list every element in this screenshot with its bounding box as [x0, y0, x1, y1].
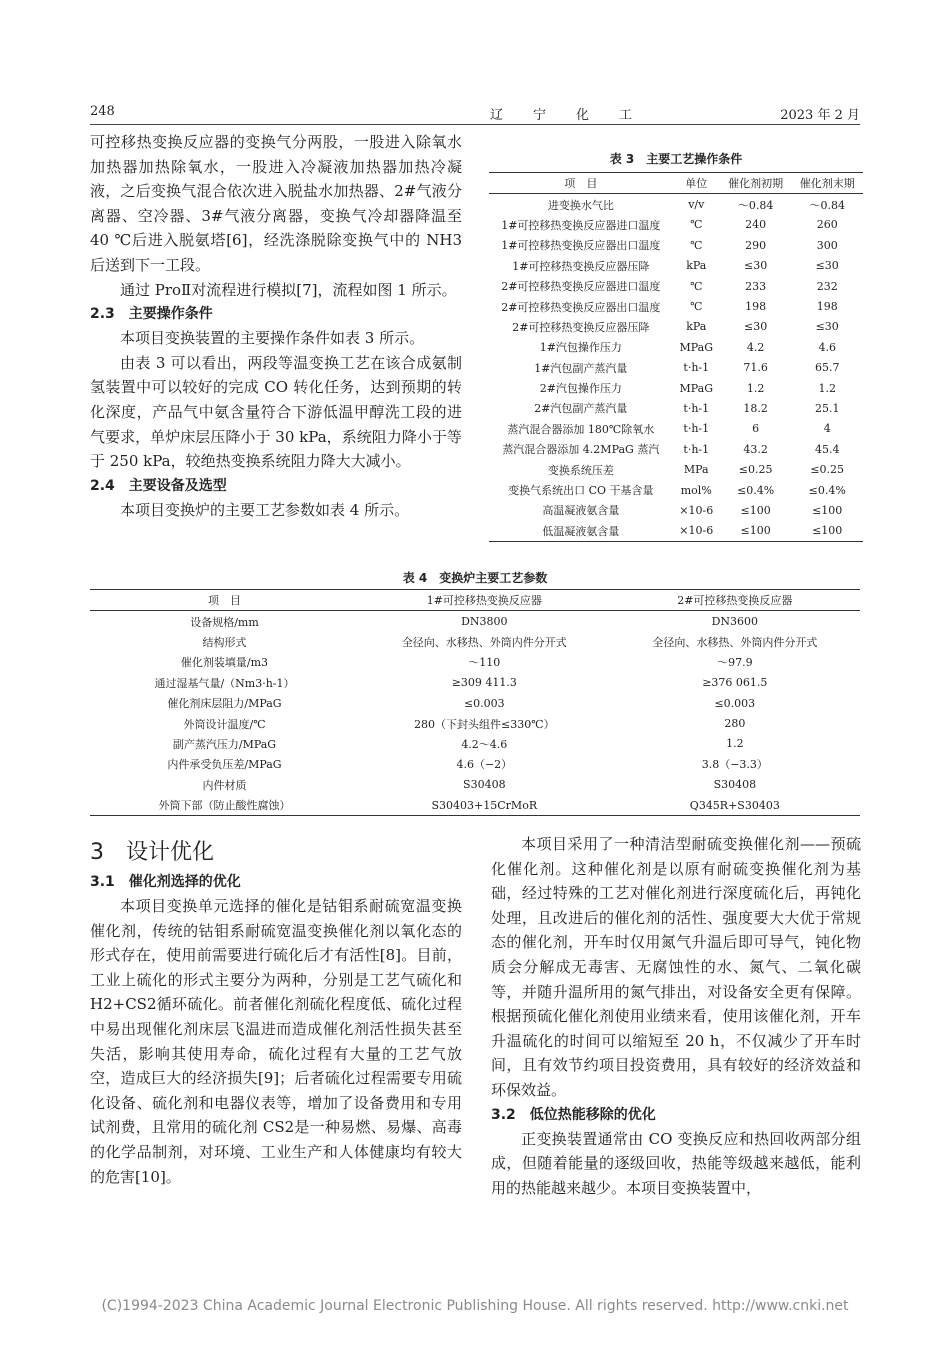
table-row: [489, 296, 863, 316]
table-row: [90, 673, 860, 693]
table-header: 项 目: [489, 173, 673, 194]
page-number: 248: [90, 104, 115, 119]
table-cell: 催化剂装填量/m3: [180, 656, 269, 670]
table-cell: 232: [816, 279, 838, 293]
table-row: [489, 378, 863, 398]
table-cell: ≤30: [744, 259, 768, 273]
table-cell: 1#可控移热变换反应器出口温度: [501, 239, 661, 253]
table-cell: 2#可控移热变换反应器进口温度: [501, 280, 661, 294]
table-cell: ≤0.25: [738, 463, 773, 477]
table-cell: kPa: [686, 259, 707, 273]
table-cell: 2#汽包操作压力: [539, 382, 622, 396]
table-cell: 1#汽包副产蒸汽量: [534, 361, 628, 375]
table-cell: ≤0.4%: [808, 483, 846, 497]
table-cell: 290: [745, 238, 767, 252]
table-header: 催化剂末期: [791, 173, 863, 194]
right-column-bottom: [491, 832, 861, 1200]
page-header: [90, 104, 860, 124]
table-row: [90, 652, 860, 672]
table-cell: DN3600: [711, 615, 759, 629]
text-run: 本项目变换单元选择的催化是钴钼系耐硫宽温变换催化剂，传统的钴钼系耐硫宽温变换催化剂以氧化态的形式存在，使用前需要进行硫化后才有活性[8]。目前，工业上硫化的形式主要分为两种，分别是工艺气硫化和 H2+CS2循环硫化。前者催化剂硫化程度低、硫化过程中易出现催化剂床层飞温进而造成催化剂活性损失甚至失活，影响其使用寿命，硫化过程有大量的工艺气放空，造成巨大的经济损失[9]；后者硫化过程需要专用硫化设备、硫化剂和电器仪表等，增加了设备费用和专用试剂费，且常用的硫化剂 CS2是一种易燃、易爆、高毒的化学品制剂，对环境、工业生产和人体健康均有较大的危害[10]。: [90, 897, 462, 1186]
table-cell: MPaG: [679, 381, 714, 395]
table-cell: ≤0.4%: [737, 483, 775, 497]
table-cell: 233: [745, 279, 767, 293]
table-4: [90, 589, 860, 816]
left-column-bottom: [90, 836, 462, 1189]
table-cell: ≤30: [744, 320, 768, 334]
table-cell: 催化剂床层阻力/MPaG: [167, 697, 282, 711]
table-cell: 240: [745, 218, 767, 232]
table-row: [489, 276, 863, 296]
table-cell: ≤30: [815, 259, 839, 273]
table-cell: ≤30: [815, 320, 839, 334]
table-cell: ≤100: [812, 503, 843, 517]
table-cell: t·h-1: [683, 361, 710, 375]
section-heading-3-2: 3.2 低位热能移除的优化: [491, 1106, 656, 1123]
table-cell: ≤100: [740, 503, 771, 517]
table-cell: ～0.84: [737, 198, 774, 212]
table-row: [489, 459, 863, 479]
table-cell: ×10-6: [679, 503, 714, 517]
header-rule: [90, 124, 860, 125]
table-cell: 变换气系统出口 CO 干基含量: [508, 484, 654, 498]
section-heading-2-3: 2.3 主要操作条件: [90, 306, 213, 323]
table-cell: S30408: [713, 778, 757, 792]
table-cell: 4: [823, 422, 831, 436]
paragraph: 可控移热变换反应器的变换气分两股，一股进入除氧水加热器加热除氧水，一股进入冷凝液加热器加热冷凝液，之后变换气混合依次进入脱盐水加热器、2#气液分离器、空冷器、3#气液分离器，变换气冷却器降温至 40 ℃后进入脱氨塔[6]，经洗涤脱除变换气中的 NH3后送到下一工段。: [90, 133, 462, 274]
table-cell: 2#汽包副产蒸汽量: [534, 402, 628, 416]
table-cell: S30403+15CrMoR: [359, 795, 610, 816]
table-cell: ～97.9: [717, 656, 753, 670]
table-cell: ≤0.25: [810, 463, 845, 477]
table-cell: 副产蒸汽压力/MPaG: [172, 737, 277, 751]
table-cell: ～110: [468, 656, 501, 670]
table-header: 1#可控移热变换反应器: [359, 590, 610, 611]
table-row: [489, 439, 863, 459]
table-cell: 300: [816, 238, 838, 252]
table-3-caption: 表 3 主要工艺操作条件: [609, 152, 743, 166]
table-row: [489, 215, 863, 235]
table-cell: 260: [816, 218, 838, 232]
table-cell: mol%: [680, 483, 712, 497]
table-row: [489, 480, 863, 500]
table-cell: 1.2: [818, 381, 836, 395]
table-cell: 1#可控移热变换反应器进口温度: [501, 218, 661, 232]
table-cell: 内件材质: [202, 778, 247, 792]
table-row: [90, 611, 860, 632]
table-cell: 4.2～4.6: [461, 737, 508, 751]
table-cell: MPaG: [679, 340, 714, 354]
table-cell: 设备规格/mm: [190, 615, 259, 629]
table-cell: 蒸汽混合器添加 180℃除氧水: [507, 422, 655, 436]
table-cell: 4.6（−2）: [456, 758, 513, 772]
table-header: 项 目: [90, 590, 359, 611]
table-cell: t·h-1: [683, 401, 710, 415]
table-row: [489, 235, 863, 255]
table-row: [489, 500, 863, 520]
table-cell: 71.6: [743, 361, 768, 375]
paragraph: 通过 ProⅡ对流程进行模拟[7]，流程如图 1 所示。: [120, 280, 457, 299]
table-row: [90, 713, 860, 733]
table-cell: ≤0.003: [714, 696, 756, 710]
table-cell: 通过湿基气量/（Nm3·h-1）: [154, 676, 295, 690]
table-cell: DN3800: [461, 615, 508, 629]
table-cell: 1.2: [726, 737, 744, 751]
table-cell: 65.7: [814, 361, 840, 375]
table-cell: 蒸汽混合器添加 4.2MPaG 蒸汽: [502, 443, 660, 457]
table-header: 催化剂初期: [720, 173, 792, 194]
table-cell: 280（下封头组件≤330℃）: [414, 717, 555, 731]
paragraph: 本项目采用了一种清洁型耐硫变换催化剂——预硫化催化剂。这种催化剂是以原有耐硫变换催化剂为基础，经过特殊的工艺对催化剂进行深度硫化后，再钝化处理，且改进后的催化剂的活性、强度要大大优于常规态的催化剂，开车时仅用氮气升温后即可导气，钝化物质会分解成无毒害、无腐蚀性的水、氮气、二氧化碳等，并随升温所用的氮气排出，对设备安全更有保障。根据预硫化催化剂使用业绩来看，使用该催化剂，开车升温硫化的时间可以缩短至 20 h，不仅减少了开车时间，且有效节约项目投资费用，具有较好的经济效益和环保效益。: [491, 835, 861, 1099]
table-cell: 1#汽包操作压力: [539, 341, 622, 355]
table-cell: 4.6: [818, 340, 836, 354]
table-row: [489, 358, 863, 378]
table-cell: 外筒设计温度/℃: [183, 717, 266, 731]
table-cell: 198: [745, 300, 767, 314]
table-cell: 6: [752, 422, 760, 436]
table-4-caption: 表 4 变换炉主要工艺参数: [402, 571, 548, 585]
table-cell: 1#可控移热变换反应器压降: [512, 259, 650, 273]
left-column-top: [90, 130, 462, 522]
table-cell: ℃: [690, 300, 703, 314]
table-cell: 3.8（−3.3）: [701, 758, 768, 772]
table-cell: 280: [724, 717, 746, 731]
section-heading-2-4: 2.4 主要设备及选型: [90, 477, 227, 494]
table-cell: S30408: [463, 778, 506, 792]
issue-date: 2023 年 2 月: [780, 108, 860, 123]
table-cell: 4.2: [746, 340, 765, 354]
table-cell: 18.2: [743, 401, 768, 415]
table-row: [489, 194, 863, 215]
table-cell: 结构形式: [202, 635, 247, 649]
paragraph: 正变换装置通常由 CO 变换反应和热回收两部分组成，但随着能量的逐级回收，热能等级越来越低，能利用的热能越来越少。本项目变换装置中，: [491, 1129, 861, 1197]
table-row: [489, 398, 863, 418]
table-row: [90, 754, 860, 774]
table-cell: 2#可控移热变换反应器压降: [512, 320, 650, 334]
paragraph: [90, 894, 462, 1189]
table-row: [489, 419, 863, 439]
table-row: [489, 256, 863, 276]
table-cell: ℃: [690, 279, 703, 293]
copyright-footer: (C)1994-2023 China Academic Journal Electronic Publishing House. All rights reserved. http://www.cnki.net: [101, 1298, 849, 1314]
table-cell: ℃: [690, 218, 703, 232]
table-cell: 全径向、水移热、外筒内件分开式: [652, 635, 818, 649]
section-heading-3: 3 设计优化: [90, 840, 214, 865]
table-cell: ≤0.003: [463, 696, 505, 710]
table-cell: Q345R+S30403: [610, 795, 860, 816]
table-cell: ≥309 411.3: [451, 676, 517, 690]
table-cell: 43.2: [743, 442, 768, 456]
table-cell: kPa: [686, 320, 707, 334]
table-cell: 变换系统压差: [547, 463, 614, 477]
table-cell: 25.1: [814, 401, 840, 415]
table-cell: t·h-1: [683, 442, 710, 456]
table-cell: ≤100: [720, 521, 792, 542]
table-header: 单位: [673, 173, 720, 194]
paragraph: 本项目变换炉的主要工艺参数如表 4 所示。: [120, 500, 410, 519]
table-cell: 低温凝液氨含量: [489, 521, 673, 542]
table-cell: ≥376 061.5: [702, 676, 768, 690]
table-cell: 进变换水气比: [547, 198, 614, 212]
table-row: [489, 337, 863, 357]
table-row: [90, 775, 860, 795]
table-row: [90, 632, 860, 652]
table-cell: MPa: [683, 463, 709, 477]
table-cell: 2#可控移热变换反应器出口温度: [501, 300, 661, 314]
table-cell: 高温凝液氨含量: [542, 504, 620, 518]
table-row: [90, 693, 860, 713]
table-cell: ×10-6: [673, 521, 720, 542]
table-row: [90, 795, 860, 816]
table-cell: 198: [816, 300, 838, 314]
paragraph: 由表 3 可以看出，两段等温变换工艺在该合成氨制氢装置中可以较好的完成 CO 转化任务，达到预期的转化深度，产品气中氨含量符合下游低温甲醇洗工段的进气要求，单炉床层压降小于 30 kPa，系统阻力降小于等于 250 kPa，较绝热变换系统阻力降大大减小。: [90, 353, 462, 471]
table-cell: t·h-1: [683, 422, 710, 436]
table-3: [489, 172, 863, 542]
table-row: [90, 734, 860, 754]
table-cell: 内件承受负压差/MPaG: [167, 758, 282, 772]
journal-name: 辽宁化工: [490, 108, 663, 123]
paragraph: 本项目变换装置的主要操作条件如表 3 所示。: [120, 329, 425, 348]
table-row: [489, 521, 863, 542]
table-cell: ≤100: [791, 521, 863, 542]
section-heading-3-1: 3.1 催化剂选择的优化: [90, 874, 241, 890]
table-cell: ～0.84: [809, 198, 845, 212]
table-cell: ℃: [690, 238, 703, 252]
table-cell: 1.2: [746, 381, 765, 395]
table-row: [489, 317, 863, 337]
table-cell: 外筒下部（防止酸性腐蚀）: [90, 795, 359, 816]
table-cell: 45.4: [814, 442, 840, 456]
table-cell: v/v: [688, 198, 705, 212]
table-header: 2#可控移热变换反应器: [610, 590, 860, 611]
table-cell: 全径向、水移热、外筒内件分开式: [401, 635, 567, 649]
